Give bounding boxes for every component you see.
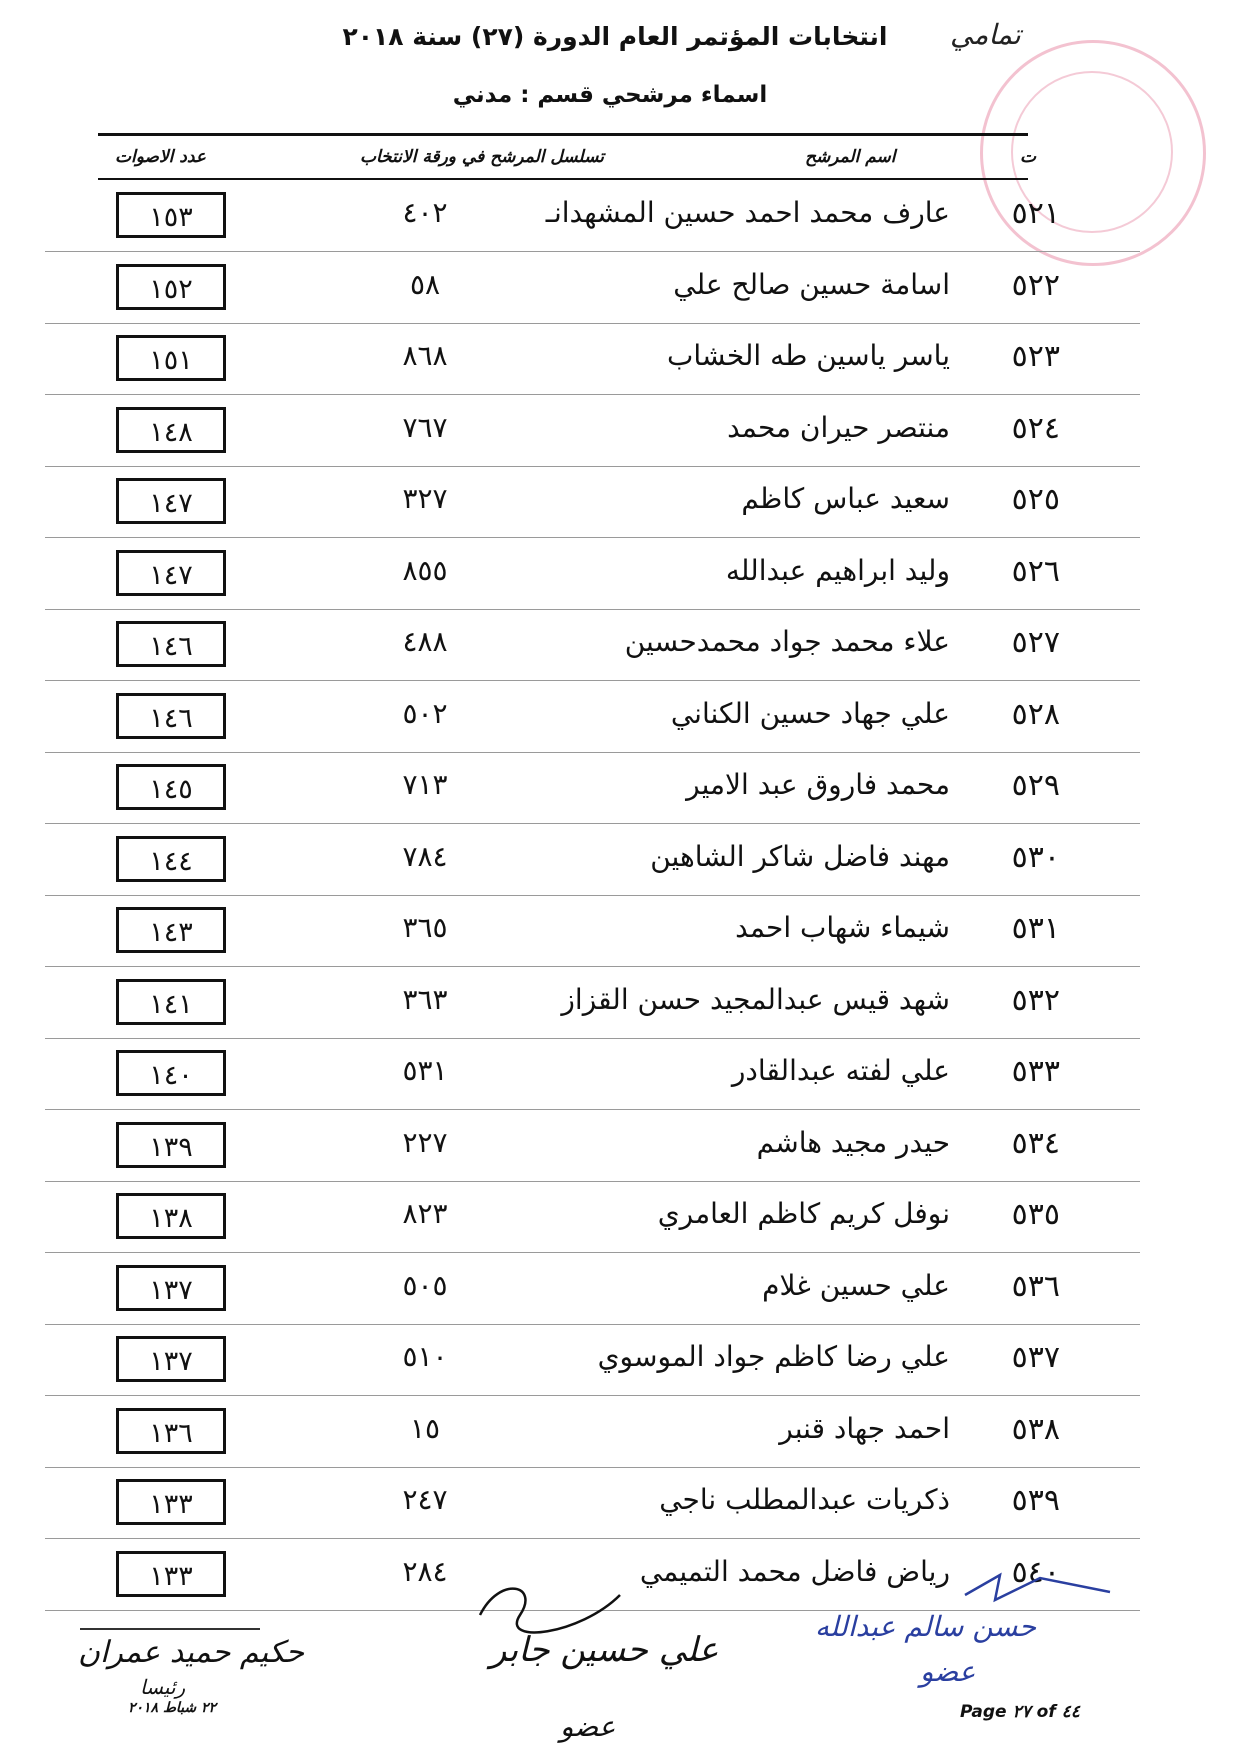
- row-vote-count: ١٤٧: [116, 478, 226, 524]
- row-vote-count: ١٣٦: [116, 1408, 226, 1454]
- row-divider: [45, 680, 1140, 681]
- row-candidate-name: عارف محمد احمد حسين المشهدانـ: [545, 196, 950, 229]
- row-vote-count: ١٤٧: [116, 550, 226, 596]
- row-ballot-serial: ٢٤٧: [402, 1483, 448, 1516]
- row-candidate-name: شهد قيس عبدالمجيد حسن القزاز: [561, 982, 950, 1016]
- row-vote-count: ١٤٦: [116, 621, 226, 667]
- row-ballot-serial: ٥٠٢: [402, 696, 448, 730]
- document-title: انتخابات المؤتمر العام الدورة (٢٧) سنة ٢٠١٨: [342, 22, 888, 51]
- document-subtitle: اسماء مرشحي قسم : مدني: [452, 82, 768, 108]
- column-header-votes: عدد الاصوات: [115, 147, 206, 167]
- row-vote-count: ١٤١: [116, 979, 226, 1025]
- table-row: [0, 254, 1235, 324]
- row-candidate-name: اسامة حسين صالح علي: [673, 267, 950, 301]
- row-vote-count: ١٤٥: [116, 764, 226, 810]
- row-divider: [45, 1538, 1140, 1539]
- table-row: [0, 182, 1235, 252]
- row-vote-count: ١٥٣: [116, 192, 226, 238]
- row-vote-count: ١٤٤: [116, 836, 226, 882]
- signature-center: علي حسين جابر: [490, 1630, 719, 1670]
- row-divider: [45, 1038, 1140, 1039]
- row-seq: ٥٢٦: [1011, 553, 1060, 589]
- table-row: [0, 1398, 1235, 1468]
- table-row: [0, 683, 1235, 753]
- row-candidate-name: احمد جهاد قنبر: [779, 1411, 950, 1445]
- row-divider: [45, 1395, 1140, 1396]
- row-seq: ٥٣٣: [1011, 1054, 1060, 1089]
- row-candidate-name: مهند فاضل شاكر الشاهين: [650, 839, 950, 873]
- row-ballot-serial: ٢٨٤: [402, 1554, 448, 1588]
- row-vote-count: ١٣٧: [116, 1336, 226, 1382]
- row-seq: ٥٢٢: [1011, 267, 1060, 303]
- row-candidate-name: محمد فاروق عبد الامير: [686, 768, 950, 801]
- row-ballot-serial: ٧١٣: [402, 768, 448, 801]
- row-seq: ٥٣٢: [1011, 982, 1060, 1018]
- table-row: [0, 1326, 1235, 1396]
- row-vote-count: ١٤٣: [116, 907, 226, 953]
- signature-bottom: عضو: [560, 1710, 616, 1743]
- column-header-seq: ت: [1020, 147, 1037, 167]
- signature-line-left: [80, 1628, 260, 1630]
- column-header-serial: تسلسل المرشح في ورقة الانتخاب: [360, 147, 604, 167]
- row-candidate-name: شيماء شهاب احمد: [735, 911, 950, 944]
- row-seq: ٥٢٨: [1011, 696, 1060, 732]
- row-ballot-serial: ٤٨٨: [402, 625, 448, 658]
- table-row: [0, 897, 1235, 967]
- row-candidate-name: علي جهاد حسين الكناني: [670, 696, 950, 730]
- row-ballot-serial: ٨٦٨: [402, 339, 448, 372]
- page-number: Page ٢٧ of ٤٤: [960, 1702, 1080, 1722]
- row-candidate-name: منتصر حيران محمد: [727, 410, 950, 444]
- row-candidate-name: رياض فاضل محمد التميمي: [639, 1554, 950, 1588]
- row-seq: ٥٤٠: [1011, 1554, 1060, 1590]
- row-divider: [45, 537, 1140, 538]
- column-header-name: اسم المرشح: [805, 147, 896, 167]
- row-ballot-serial: ٨٢٣: [402, 1197, 448, 1230]
- table-row: [0, 1255, 1235, 1325]
- row-ballot-serial: ٥١٠: [402, 1340, 448, 1373]
- signature-left-title: رئيسا: [140, 1675, 186, 1699]
- row-divider: [45, 394, 1140, 395]
- row-seq: ٥٢١: [1011, 196, 1060, 231]
- row-ballot-serial: ٢٢٧: [402, 1125, 448, 1159]
- table-row: [0, 1040, 1235, 1110]
- row-ballot-serial: ٥٠٥: [402, 1268, 448, 1302]
- row-ballot-serial: ٤٠٢: [402, 196, 448, 229]
- table-row: [0, 1469, 1235, 1539]
- row-divider: [45, 609, 1140, 610]
- row-ballot-serial: ٨٥٥: [402, 553, 448, 587]
- signature-left: حكيم حميد عمران: [78, 1635, 305, 1670]
- row-vote-count: ١٤٦: [116, 693, 226, 739]
- signature-right-title: عضو: [920, 1655, 976, 1688]
- table-row: [0, 969, 1235, 1039]
- handwritten-note: تمامي: [950, 18, 1021, 51]
- header-rule-top: [98, 133, 1028, 136]
- row-divider: [45, 966, 1140, 967]
- row-divider: [45, 1181, 1140, 1182]
- table-row: [0, 754, 1235, 824]
- row-seq: ٥٣٠: [1011, 839, 1060, 875]
- row-divider: [45, 752, 1140, 753]
- row-divider: [45, 1252, 1140, 1253]
- row-divider: [45, 1324, 1140, 1325]
- row-candidate-name: علي حسين غلام: [762, 1268, 950, 1302]
- row-vote-count: ١٥١: [116, 335, 226, 381]
- row-candidate-name: نوفل كريم كاظم العامري: [657, 1197, 950, 1230]
- row-candidate-name: وليد ابراهيم عبدالله: [725, 553, 950, 587]
- row-vote-count: ١٣٧: [116, 1265, 226, 1311]
- signature-scribble-center: [470, 1575, 630, 1645]
- row-ballot-serial: ٧٦٧: [402, 410, 448, 444]
- row-divider: [45, 1467, 1140, 1468]
- table-row: [0, 1112, 1235, 1182]
- row-seq: ٥٣٦: [1011, 1268, 1060, 1304]
- row-seq: ٥٣١: [1011, 911, 1060, 946]
- row-vote-count: ١٣٣: [116, 1551, 226, 1597]
- row-candidate-name: حيدر مجيد هاشم: [756, 1125, 950, 1159]
- signature-right: حسن سالم عبدالله: [815, 1610, 1037, 1643]
- row-ballot-serial: ١٥: [409, 1411, 441, 1445]
- row-candidate-name: علي رضا كاظم جواد الموسوي: [597, 1340, 950, 1373]
- row-vote-count: ١٤٨: [116, 407, 226, 453]
- row-seq: ٥٣٤: [1011, 1125, 1060, 1161]
- row-divider: [45, 323, 1140, 324]
- table-row: [0, 1183, 1235, 1253]
- row-seq: ٥٢٧: [1011, 625, 1060, 660]
- row-seq: ٥٣٩: [1011, 1483, 1060, 1518]
- table-row: [0, 468, 1235, 538]
- row-divider: [45, 895, 1140, 896]
- row-divider: [45, 466, 1140, 467]
- row-divider: [45, 251, 1140, 252]
- row-seq: ٥٢٤: [1011, 410, 1060, 446]
- table-row: [0, 540, 1235, 610]
- row-candidate-name: ياسر ياسين طه الخشاب: [666, 339, 950, 372]
- row-seq: ٥٣٥: [1011, 1197, 1060, 1232]
- row-seq: ٥٢٣: [1011, 339, 1060, 374]
- row-seq: ٥٣٧: [1011, 1340, 1060, 1375]
- table-row: [0, 397, 1235, 467]
- row-ballot-serial: ٧٨٤: [402, 839, 448, 873]
- row-seq: ٥٣٨: [1011, 1411, 1060, 1447]
- table-row: [0, 325, 1235, 395]
- row-vote-count: ١٣٩: [116, 1122, 226, 1168]
- table-row: [0, 826, 1235, 896]
- header-rule-bottom: [98, 178, 1028, 180]
- row-ballot-serial: ٣٦٣: [402, 982, 448, 1016]
- document-date: ٢٢ شباط ٢٠١٨: [128, 1700, 217, 1716]
- row-vote-count: ١٤٠: [116, 1050, 226, 1096]
- row-ballot-serial: ٥٣١: [402, 1054, 448, 1087]
- row-seq: ٥٢٥: [1011, 482, 1060, 517]
- row-candidate-name: علي لفته عبدالقادر: [731, 1054, 950, 1087]
- row-candidate-name: سعيد عباس كاظم: [741, 482, 950, 515]
- signature-scribble-right: [960, 1570, 1120, 1610]
- row-vote-count: ١٣٨: [116, 1193, 226, 1239]
- row-ballot-serial: ٣٦٥: [402, 911, 448, 944]
- row-ballot-serial: ٣٢٧: [402, 482, 448, 515]
- row-divider: [45, 1109, 1140, 1110]
- row-vote-count: ١٣٣: [116, 1479, 226, 1525]
- row-vote-count: ١٥٢: [116, 264, 226, 310]
- row-candidate-name: ذكريات عبدالمطلب ناجي: [659, 1483, 950, 1516]
- row-candidate-name: علاء محمد جواد محمدحسين: [624, 625, 950, 658]
- row-divider: [45, 823, 1140, 824]
- table-row: [0, 611, 1235, 681]
- row-seq: ٥٢٩: [1011, 768, 1060, 803]
- row-ballot-serial: ٥٨: [409, 267, 441, 301]
